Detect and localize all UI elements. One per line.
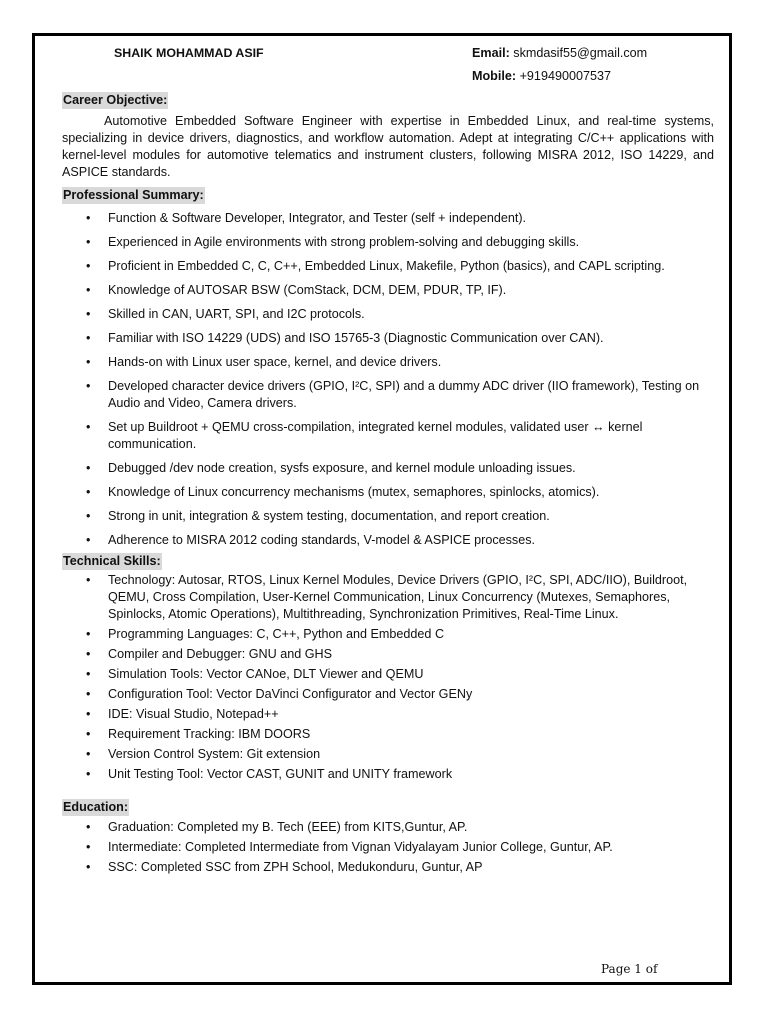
summary-item: • Strong in unit, integration & system testing, documentation, and report creation. [62, 508, 714, 525]
summary-item: • Skilled in CAN, UART, SPI, and I2C protocols. [62, 306, 714, 323]
skill-item: • Version Control System: Git extension [62, 746, 714, 763]
email-line [472, 45, 647, 62]
skill-item: • Technology: Autosar, RTOS, Linux Kernel Modules, Device Drivers (GPIO, I²C, SPI, ADC/IIO), Buildroot, QEMU, Cross Compilation, User-Kernel Communication, Linux Concurrency (Mutexes, Semaphores, Spinlocks, Atomic Operations), Multithreading, Synchronization Primitives, Real-Time Linux. [62, 572, 714, 623]
candidate-name: SHAIK MOHAMMAD ASIF [114, 46, 264, 60]
summary-item: • Function & Software Developer, Integrator, and Tester (self + independent). [62, 210, 714, 227]
summary-item: • Proficient in Embedded C, C, C++, Embedded Linux, Makefile, Python (basics), and CAPL scripting. [62, 258, 714, 275]
email-value[interactable]: skmdasif55@gmail.com [513, 46, 648, 60]
skill-item: • Requirement Tracking: IBM DOORS [62, 726, 714, 743]
skill-item: • Programming Languages: C, C++, Python and Embedded C [62, 626, 714, 643]
summary-item: • Developed character device drivers (GPIO, I²C, SPI) and a dummy ADC driver (IIO framework), Testing on Audio and Video, Camera drivers. [62, 378, 714, 412]
skill-item: • Compiler and Debugger: GNU and GHS [62, 646, 714, 663]
skill-item: • Simulation Tools: Vector CANoe, DLT Viewer and QEMU [62, 666, 714, 683]
mobile-label: Mobile: [472, 69, 517, 83]
technical-skills-list [62, 572, 714, 783]
education-item: • Intermediate: Completed Intermediate from Vignan Vidyalayam Junior College, Guntur, AP. [62, 839, 714, 856]
summary-item: • Knowledge of Linux concurrency mechanisms (mutex, semaphores, spinlocks, atomics). [62, 484, 714, 501]
summary-item: • Experienced in Agile environments with strong problem-solving and debugging skills. [62, 234, 714, 251]
skill-item: • Unit Testing Tool: Vector CAST, GUNIT and UNITY framework [62, 766, 714, 783]
career-objective-text: Automotive Embedded Software Engineer with expertise in Embedded Linux, and real-time systems, specializing in device drivers, diagnostics, and workflow automation. Adept at integrating C/C++ applications with kernel-level modules for automotive telematics and instrument clusters, following MISRA 2012, ISO 14229, and ASPICE standards. [62, 114, 714, 179]
summary-item: • Debugged /dev node creation, sysfs exposure, and kernel module unloading issues. [62, 460, 714, 477]
skill-item: • IDE: Visual Studio, Notepad++ [62, 706, 714, 723]
summary-item: • Hands-on with Linux user space, kernel, and device drivers. [62, 354, 714, 371]
professional-summary-list [62, 210, 714, 549]
resume-header [62, 40, 714, 90]
technical-skills-heading: Technical Skills: [63, 554, 161, 568]
summary-item: • Adherence to MISRA 2012 coding standards, V-model & ASPICE processes. [62, 532, 714, 549]
professional-summary-heading: Professional Summary: [63, 188, 204, 202]
mobile-line [472, 68, 611, 85]
career-objective-heading: Career Objective: [63, 93, 168, 107]
resume-content [62, 40, 714, 879]
education-item: • SSC: Completed SSC from ZPH School, Medukonduru, Guntur, AP [62, 859, 714, 876]
education-item: • Graduation: Completed my B. Tech (EEE) from KITS,Guntur, AP. [62, 819, 714, 836]
education-heading: Education: [63, 800, 129, 814]
email-label: Email: [472, 46, 510, 60]
summary-item: • Knowledge of AUTOSAR BSW (ComStack, DCM, DEM, PDUR, TP, IF). [62, 282, 714, 299]
mobile-value: +919490007537 [519, 69, 611, 83]
education-list [62, 819, 714, 876]
summary-item: • Familiar with ISO 14229 (UDS) and ISO 15765-3 (Diagnostic Communication over CAN). [62, 330, 714, 347]
skill-item: • Configuration Tool: Vector DaVinci Configurator and Vector GENy [62, 686, 714, 703]
summary-item: • Set up Buildroot + QEMU cross-compilation, integrated kernel modules, validated user ↔ kernel communication. [62, 419, 714, 453]
page-number: Page 1 of [601, 962, 658, 976]
